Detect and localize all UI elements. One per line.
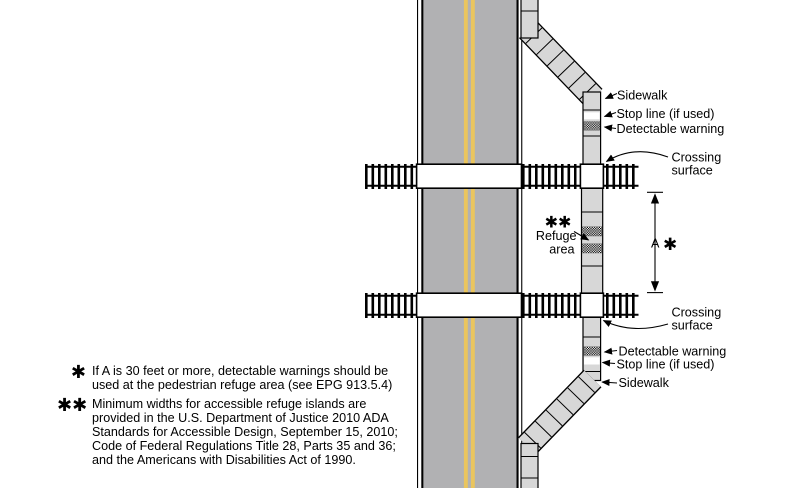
refuge-area-strip (582, 186, 603, 295)
label-crossing-surface-bottom-line1: Crossing (671, 305, 722, 320)
footnote-2-line5: and the Americans with Disabilities Act of 1990. (92, 452, 356, 467)
road-edge-line-inner-right (517, 0, 519, 488)
detectable-warning-top-arrow (605, 127, 617, 129)
label-sidewalk-bottom: Sidewalk (618, 376, 669, 390)
footnote-refuge-widths (57, 395, 442, 468)
sidewalk-bottom-arrow (602, 382, 617, 383)
footnote-2-line3: Standards for Accessible Design, September 15, 2010; (92, 424, 398, 439)
road-edge-line-outer-right (521, 0, 522, 488)
road-crossing-surface-lower (417, 293, 522, 317)
detectable-warning-top (584, 122, 600, 131)
detectable-warning-bottom (584, 347, 600, 356)
footnote-1-line2: used at the pedestrian refuge area (see EPG 913.5.4) (92, 377, 393, 392)
crossing-surface-bottom-leader (604, 321, 669, 329)
sidewalk-segment-bottom (521, 444, 538, 488)
footnote-2-line1: Minimum widths for accessible refuge islands are (92, 397, 367, 411)
railroad-track-lower (365, 293, 639, 317)
label-sidewalk-top: Sidewalk (617, 88, 668, 103)
diagram-labels (536, 89, 726, 391)
label-crossing-surface-top-line2: surface (671, 163, 713, 178)
railroad-track-upper (365, 164, 639, 188)
sidewalk-diagonal-top (528, 30, 594, 98)
stop-line-bottom-arrow (603, 363, 616, 364)
refuge-detectable-warning-upper (582, 227, 601, 236)
footnote-1-asterisk: ✱ (70, 362, 86, 383)
footnote-1-text (92, 365, 442, 393)
dimension-arrowhead-down (651, 281, 659, 291)
label-stop-line-bottom: Stop line (if used) (616, 357, 715, 372)
crossing-surface-top-leader (607, 152, 669, 162)
refuge-double-asterisk: ✱✱ (544, 212, 572, 232)
footnote-2-text (92, 398, 442, 468)
footnote-dimension-A (57, 362, 442, 393)
footnote-2-asterisk: ✱✱ (57, 395, 88, 416)
sidewalk-crossing-surface-upper (580, 164, 603, 188)
footnote-2-line4: Code of Federal Regulations Title 28, Parts 35 and 36; (92, 438, 396, 453)
label-detectable-warning-bottom: Detectable warning (618, 344, 727, 359)
road-crossing-surface-upper (417, 164, 522, 188)
label-dimension-A: A (651, 236, 660, 251)
dimension-asterisk: ✱ (663, 235, 678, 255)
stop-line-top (584, 112, 600, 119)
centerline-yellow-left (464, 0, 468, 488)
sidewalk-diagonal-bottom (527, 379, 593, 447)
sidewalk-top-arrow (606, 94, 618, 99)
label-crossing-surface-bottom-line2: surface (671, 318, 713, 333)
detectable-warning-bottom-arrow (605, 351, 618, 353)
label-refuge-line1: Refuge (535, 229, 577, 243)
label-stop-line-top: Stop line (if used) (616, 107, 715, 121)
footnote-1-line1: If A is 30 feet or more, detectable warnings should be (92, 364, 389, 378)
label-refuge-line2: area (549, 242, 575, 257)
centerline-yellow-right (471, 0, 475, 488)
refuge-detectable-warning-lower (582, 244, 601, 253)
sidewalk-crossing-surface-lower (580, 293, 603, 317)
dimension-arrowhead-up (651, 193, 659, 203)
stop-line-top-arrow (605, 113, 617, 117)
stop-line-bottom (584, 357, 600, 364)
footnote-2-line2: provided in the U.S. Department of Justice 2010 ADA (92, 410, 389, 425)
label-crossing-surface-top-line1: Crossing (671, 150, 722, 165)
label-detectable-warning-top: Detectable warning (616, 122, 725, 136)
sidewalk-segment-top (521, 0, 538, 38)
